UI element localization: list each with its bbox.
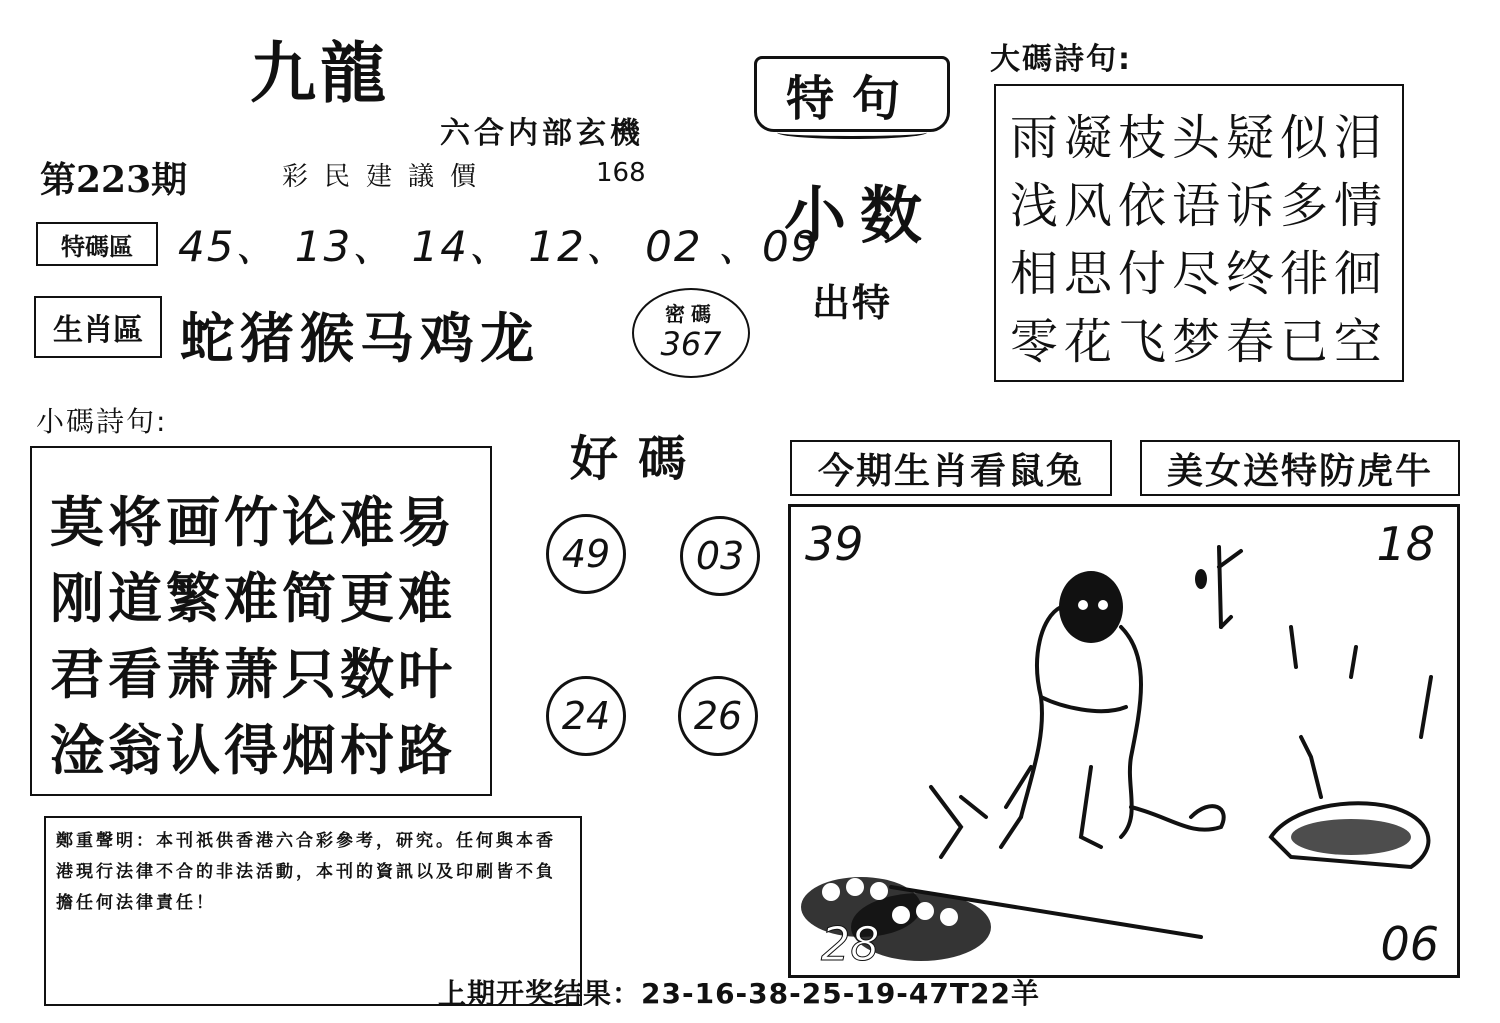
small-code-poem-box — [30, 446, 492, 796]
secret-code-oval — [632, 288, 750, 378]
secret-code-label: 密碼 — [665, 302, 717, 326]
price-value: 168 — [596, 158, 646, 188]
poem-line: 浅风依语诉多情 — [1010, 178, 1389, 234]
issue-number: 第223期 — [40, 159, 188, 201]
tema-numbers: 45、 13、 14、 12、 02 、09 — [178, 222, 820, 271]
tema-label: 特碼區 — [36, 222, 158, 266]
monkey-drawing-icon — [791, 507, 1460, 978]
corner-number: 06 — [1380, 917, 1439, 971]
good-number-circle: 24 — [546, 676, 626, 756]
good-numbers-title: 好碼 — [570, 431, 707, 487]
poem-line: 君看萧萧只数叶 — [50, 642, 456, 706]
page-subtitle: 六合内部玄機 — [440, 116, 644, 151]
last-draw-result: 上期开奖结果：23-16-38-25-19-47T22羊 — [438, 977, 1040, 1010]
big-code-poem-box — [994, 84, 1404, 382]
hint-text: 小数 — [784, 179, 937, 252]
legal-notice: 鄭重聲明：本刊祇供香港六合彩參考，研究。任何與本香港現行法律不合的非法活動，本刊的資訊以及印刷皆不負擔任何法律責任！ — [44, 816, 582, 1006]
poem-line: 淦翁认得烟村路 — [50, 718, 456, 782]
special-verse-banner: 特句 — [754, 56, 950, 132]
corner-number: 39 — [805, 517, 864, 571]
secret-code-number: 367 — [660, 325, 722, 363]
good-number-circle: 26 — [678, 676, 758, 756]
monkey-illustration — [788, 504, 1460, 978]
zodiac-tip-tag: 今期生肖看鼠兔 — [790, 440, 1112, 496]
good-number-circle: 03 — [680, 516, 760, 596]
poem-line: 刚道繁难简更难 — [50, 566, 456, 630]
good-number-circle: 49 — [546, 514, 626, 594]
page-title: 九龍 — [250, 34, 390, 112]
beauty-tip-tag: 美女送特防虎牛 — [1140, 440, 1460, 496]
corner-number: 28 — [821, 917, 880, 971]
big-code-poem-heading: 大碼詩句: — [990, 42, 1132, 77]
poem-line: 零花飞梦春已空 — [1010, 314, 1389, 370]
hint-subtext: 出特 — [812, 281, 893, 325]
shengxiao-label: 生肖區 — [34, 296, 162, 358]
shengxiao-animals: 蛇猪猴马鸡龙 — [180, 306, 540, 370]
small-code-poem-heading: 小碼詩句: — [36, 405, 168, 438]
poem-line: 莫将画竹论难易 — [50, 490, 456, 554]
poem-line: 相思付尽终徘徊 — [1010, 246, 1389, 302]
poem-line: 雨凝枝头疑似泪 — [1010, 110, 1389, 166]
corner-number: 18 — [1376, 517, 1435, 571]
price-label: 彩民建議價 — [282, 162, 493, 192]
